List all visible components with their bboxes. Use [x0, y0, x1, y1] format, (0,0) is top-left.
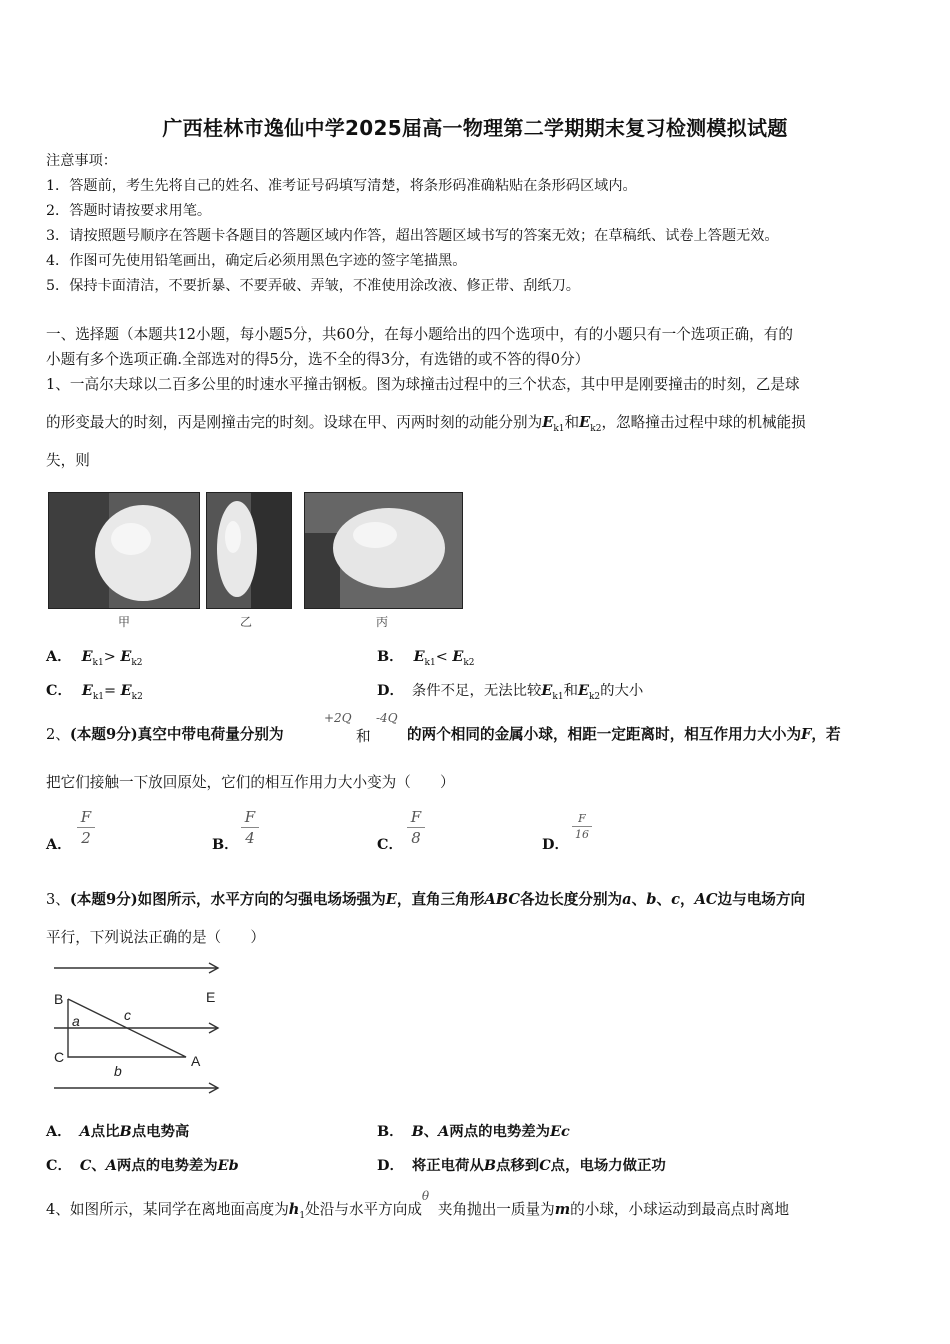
value-symbol: Eb	[217, 1157, 239, 1174]
caption-jia: 甲	[118, 615, 131, 629]
side-b-symbol: b	[646, 891, 657, 908]
fraction-numerator: F	[410, 808, 422, 826]
q1-option-d[interactable]	[377, 679, 643, 702]
option-label: B．	[212, 836, 239, 853]
q3-number: 3、	[46, 891, 70, 908]
q3-text: 边与电场方向	[717, 891, 806, 908]
point-symbol: C	[79, 1157, 92, 1174]
fraction-numerator: F	[578, 812, 586, 825]
option-label: A．	[46, 1123, 72, 1140]
fraction-numerator: F	[80, 808, 92, 826]
k1-subscript: k1	[552, 691, 564, 702]
q3-text: 各边长度分别为	[519, 891, 623, 908]
q3-option-d[interactable]	[377, 1154, 666, 1175]
fraction-denominator: 2	[81, 829, 91, 847]
note-item-2: 2．答题时请按要求用笔。	[46, 203, 212, 219]
separator: 、	[631, 891, 647, 908]
q2-option-d-fraction	[572, 812, 592, 841]
option-text: 两点的电势差为	[116, 1157, 218, 1174]
note-item-4: 4．作图可先使用铅笔画出，确定后必须用黑色字迹的签字笔描黑。	[46, 253, 467, 269]
force-symbol: F	[801, 726, 812, 743]
fraction-bar	[77, 827, 95, 828]
q2-option-b[interactable]	[212, 833, 239, 854]
q2-option-c[interactable]	[377, 833, 403, 854]
q2-option-a[interactable]	[46, 833, 72, 854]
note-item-1: 1．答题前，考生先将自己的姓名、准考证号码填写清楚，将条形码准确粘贴在条形码区域内。	[46, 178, 637, 194]
option-text: 将正电荷从	[411, 1157, 484, 1174]
point-symbol: B	[411, 1123, 424, 1140]
k1-subscript: k1	[553, 423, 565, 434]
k1-subscript: k1	[424, 657, 436, 668]
option-text: 和	[563, 683, 578, 699]
theta-symbol: θ	[421, 1189, 430, 1203]
mass-symbol: m	[554, 1201, 571, 1218]
q4-text: 4、如图所示，某同学在离地面高度为	[46, 1201, 289, 1218]
golf-ball-photo-bing	[304, 492, 463, 609]
k1-subscript: k1	[92, 657, 104, 668]
q2-and: 和	[356, 728, 371, 745]
side-a-symbol: a	[622, 891, 632, 908]
q3-text: ，直角三角形	[396, 891, 485, 908]
k2-subscript: k2	[131, 657, 143, 668]
fraction-denominator: 8	[411, 829, 421, 847]
q2-option-c-fraction	[407, 808, 425, 847]
k2-subscript: k2	[463, 657, 475, 668]
fraction-denominator: 16	[575, 828, 589, 841]
electric-field-diagram	[46, 958, 236, 1098]
ek2-symbol: E	[452, 648, 464, 665]
exam-title: 广西桂林市逸仙中学2025届高一物理第二学期期末复习检测模拟试题	[162, 116, 788, 140]
option-label: B．	[377, 1123, 404, 1140]
vertex-a-label: A	[191, 1053, 201, 1069]
q1-line1: 1、一高尔夫球以二百多公里的时速水平撞击钢板。图为球撞击过程中的三个状态，其中甲是刚要撞击的时刻，乙是球	[46, 376, 800, 393]
option-text: 两点的电势差为	[449, 1123, 551, 1140]
value-symbol: Ec	[550, 1123, 570, 1140]
q3-option-a[interactable]	[46, 1120, 189, 1141]
q3-line1	[46, 890, 805, 910]
q1-line2	[46, 413, 806, 439]
triangle-symbol: ABC	[484, 891, 520, 908]
option-label: A．	[46, 836, 72, 853]
q2-option-d[interactable]	[542, 833, 569, 854]
fraction-bar	[407, 827, 425, 828]
notes-heading: 注意事项：	[46, 153, 117, 169]
option-text: 、	[423, 1123, 439, 1140]
point-symbol: B	[119, 1123, 132, 1140]
option-label: A．	[46, 648, 72, 665]
point-symbol: A	[105, 1157, 117, 1174]
q3-line2: 平行，下列说法正确的是（ ）	[46, 929, 265, 946]
q2-number: 2、	[46, 726, 70, 743]
option-text: 点比	[90, 1123, 120, 1140]
section-intro-line1: 一、选择题（本题共12小题，每小题5分，共60分，在每小题给出的四个选项中，有的小题只有一个选项正确，有的	[46, 326, 793, 343]
q4-text: 处沿与水平方向成	[305, 1201, 422, 1218]
ek1-symbol: E	[542, 414, 554, 431]
field-e-label: E	[206, 989, 216, 1005]
q2-option-a-fraction	[77, 808, 95, 847]
k1-subscript: k1	[92, 691, 105, 702]
option-text: 点移到	[496, 1157, 540, 1174]
caption-bing: 丙	[376, 615, 389, 629]
separator: 、	[656, 891, 672, 908]
note-item-3: 3．请按照题号顺序在答题卡各题目的答题区域内作答，超出答题区域书写的答案无效；在草稿纸、试卷上答题无效。	[46, 228, 779, 244]
option-label: D．	[542, 836, 569, 853]
ek1-symbol: E	[541, 682, 553, 699]
q2-line1	[46, 725, 284, 745]
point-symbol: A	[438, 1123, 450, 1140]
side-a-label: a	[72, 1013, 80, 1029]
q1-text: 的形变最大的时刻，丙是刚撞击完的时刻。设球在甲、丙两时刻的动能分别为	[46, 414, 543, 431]
golf-ball-photo-jia	[48, 492, 200, 609]
field-symbol: E	[385, 891, 397, 908]
ek2-symbol: E	[120, 648, 132, 665]
point-symbol: C	[539, 1157, 551, 1174]
q1-option-b[interactable]	[377, 645, 475, 668]
k2-subscript: k2	[131, 691, 143, 702]
option-label: D．	[377, 682, 404, 699]
point-symbol: B	[483, 1157, 497, 1174]
fraction-denominator: 4	[245, 829, 255, 847]
option-text: 点电势高	[131, 1123, 190, 1140]
fraction-numerator: F	[244, 808, 256, 826]
q4-text: 的小球，小球运动到最高点时离地	[570, 1201, 790, 1218]
fraction-bar	[572, 826, 592, 827]
note-item-5: 5．保持卡面清洁，不要折暴、不要弄破、弄皱，不准使用涂改液、修正带、刮纸刀。	[46, 278, 580, 294]
vertex-b-label: B	[54, 991, 64, 1007]
vertex-c-label: C	[54, 1049, 65, 1065]
separator: ，	[679, 891, 695, 908]
section-intro-line2: 小题有多个选项正确.全部选对的得5分，选不全的得3分，有选错的或不答的得0分）	[46, 351, 590, 368]
point-symbol: A	[79, 1123, 91, 1140]
option-label: B．	[377, 648, 404, 665]
option-text: 的大小	[600, 683, 644, 699]
q1-line3: 失，则	[46, 452, 90, 469]
q4-line1	[46, 1189, 790, 1226]
golf-ball-photo-yi	[206, 492, 292, 609]
q1-text: 和	[564, 414, 580, 431]
k2-subscript: k2	[588, 691, 601, 702]
charge-plus-2q: +2Q	[324, 711, 352, 725]
side-c-symbol: c	[671, 891, 680, 908]
q2-text: 的两个相同的金属小球，相距一定距离时，相互作用力大小为	[407, 726, 802, 743]
charge-minus-4q: -4Q	[376, 711, 398, 725]
ek2-symbol: E	[120, 682, 132, 699]
q1-text: ，忽略撞击过程中球的机械能损	[601, 414, 806, 431]
ek1-symbol: E	[81, 682, 93, 699]
relation: >	[103, 649, 121, 665]
option-text: 点，电场力做正功	[550, 1157, 666, 1174]
option-text: 条件不足，无法比较	[411, 683, 542, 699]
q3-option-b[interactable]	[377, 1120, 570, 1141]
q2-line2: 把它们接触一下放回原处，它们的相互作用力大小变为（ ）	[46, 774, 455, 791]
option-label: C．	[377, 836, 403, 853]
q3-option-c[interactable]	[46, 1154, 239, 1175]
caption-yi: 乙	[240, 615, 253, 629]
q1-option-a[interactable]	[46, 645, 143, 668]
option-label: C．	[46, 1157, 72, 1174]
side-b-label: b	[114, 1063, 122, 1079]
q2-text: (本题9分)真空中带电荷量分别为	[69, 726, 284, 743]
q2-line1-rest	[407, 725, 841, 745]
q2-text: ，若	[811, 726, 841, 743]
side-c-label: c	[124, 1007, 131, 1023]
q2-option-b-fraction	[241, 808, 259, 847]
q4-text: 夹角抛出一质量为	[437, 1201, 555, 1218]
option-text: 、	[91, 1157, 106, 1174]
q3-text: (本题9分)如图所示，水平方向的匀强电场场强为	[69, 891, 386, 908]
side-ac-symbol: AC	[694, 891, 718, 908]
ek2-symbol: E	[577, 682, 589, 699]
ek1-symbol: E	[81, 648, 93, 665]
height-symbol: h	[288, 1201, 300, 1218]
height-subscript: 1	[299, 1210, 306, 1221]
relation: =	[104, 683, 121, 699]
k2-subscript: k2	[590, 423, 602, 434]
ek2-symbol: E	[579, 414, 591, 431]
option-label: D．	[377, 1157, 404, 1174]
fraction-bar	[241, 827, 259, 828]
option-label: C．	[46, 682, 72, 699]
ek1-symbol: E	[413, 648, 425, 665]
q1-option-c[interactable]	[46, 679, 143, 702]
relation: <	[435, 649, 453, 665]
